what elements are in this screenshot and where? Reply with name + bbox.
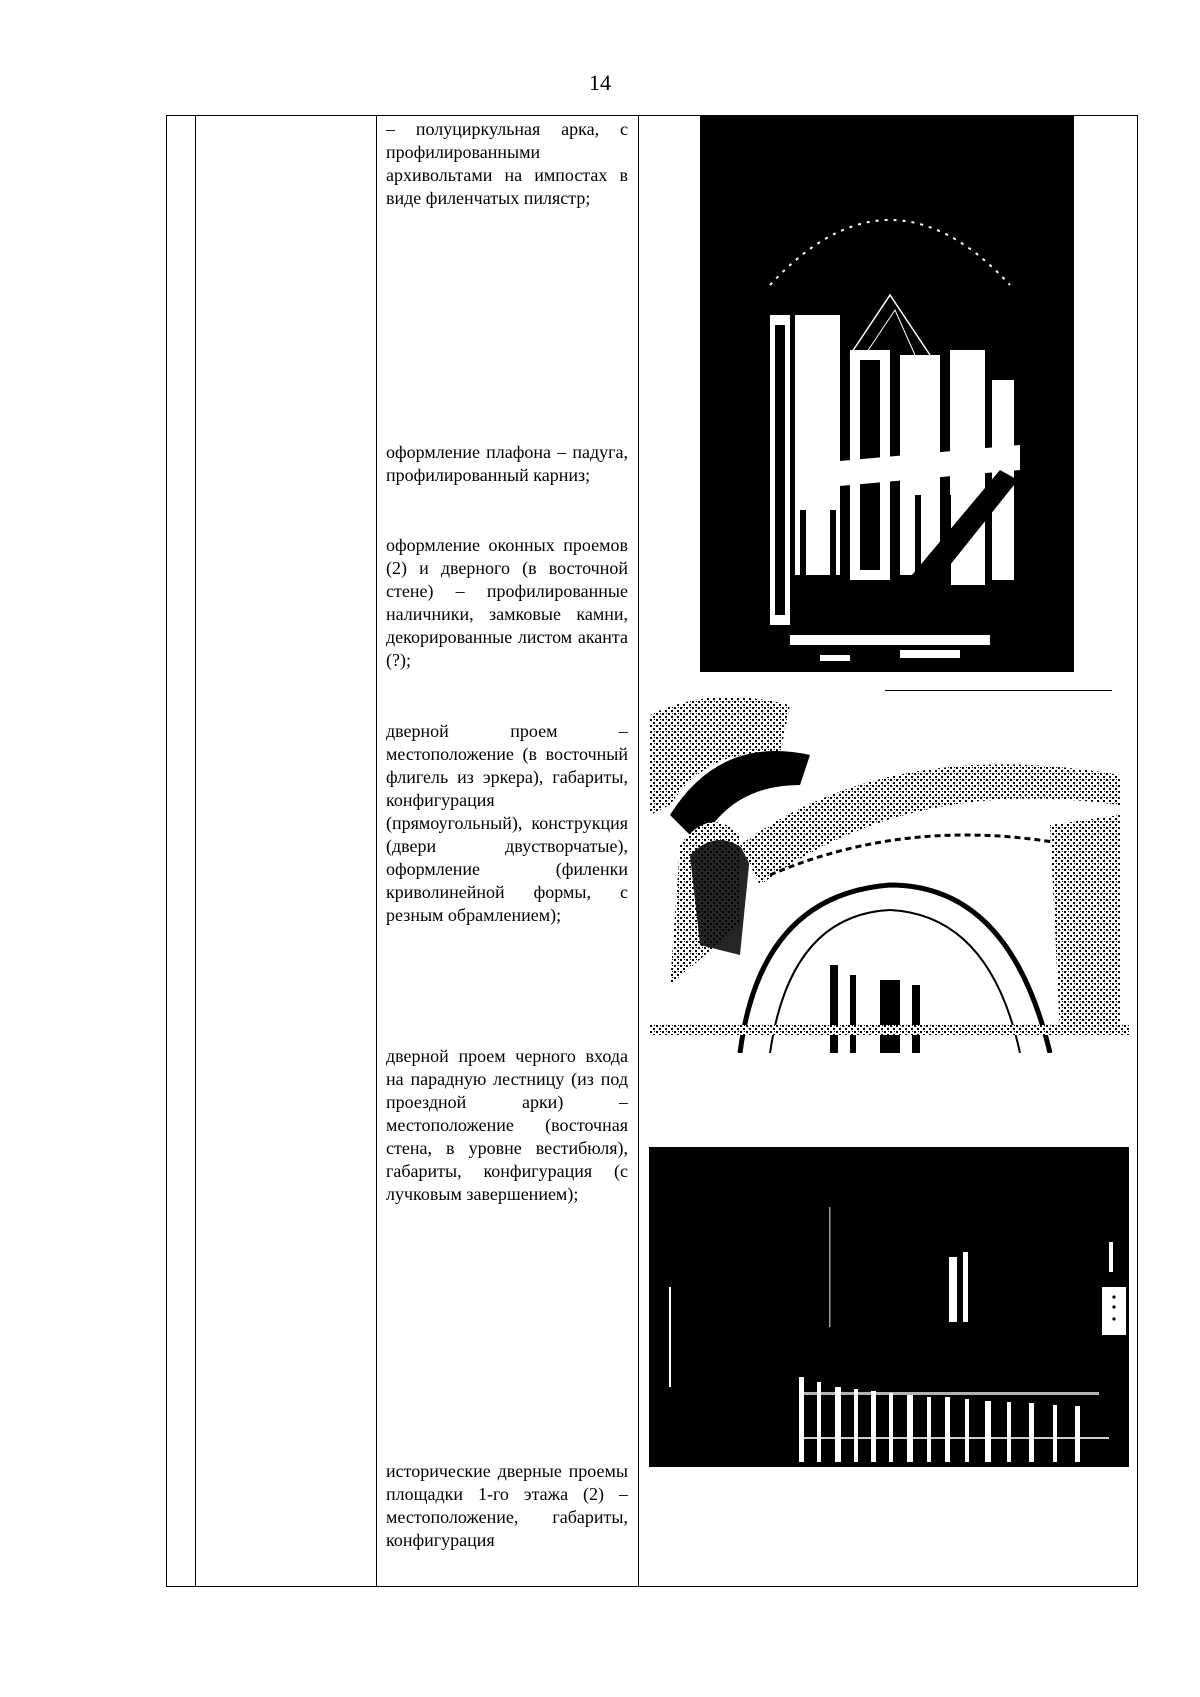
column-divider-1 bbox=[195, 115, 196, 1587]
entry-window-openings bbox=[386, 534, 628, 672]
entry-arch bbox=[386, 118, 628, 210]
entry-text: дверной проем черного входа на парадную лестницу (из под проездной арки) – местоположение (восточная стена, в уровне вестибюля), габариты, конфигурация (с лучковым завершением); bbox=[386, 1046, 628, 1204]
entry-text: оформление оконных проемов (2) и дверного (в восточной стене) – профилированные наличники, замковые камни, декорированные листом аканта (?); bbox=[386, 535, 628, 670]
entry-text: дверной проем – местоположение (в восточный флигель из эркера), габариты, конфигурация (прямоугольный), конструкция (двери двустворчатые), оформление (филенки криволинейной формы, с резным обрамлением); bbox=[386, 721, 628, 925]
entry-text: оформление плафона – падуга, профилированный карниз; bbox=[386, 442, 628, 485]
underline-rule bbox=[885, 690, 1112, 691]
entry-text: – полуциркульная арка, с профилированными архивольтами на импостах в виде филенчатых пилястр; bbox=[386, 119, 628, 208]
photo-dark-hall bbox=[649, 1147, 1129, 1467]
entry-door-opening bbox=[386, 720, 628, 927]
photo-staircase-interior bbox=[700, 115, 1074, 672]
photo-vaulted-ceiling bbox=[650, 695, 1130, 1053]
entry-back-entrance bbox=[386, 1045, 628, 1206]
page-number: 14 bbox=[589, 70, 611, 95]
entry-plafond bbox=[386, 441, 628, 487]
entry-historic-doors bbox=[386, 1460, 628, 1552]
entry-text: исторические дверные проемы площадки 1-го этажа (2) – местоположение, габариты, конфигурация bbox=[386, 1461, 628, 1550]
column-divider-3 bbox=[638, 115, 639, 1587]
column-divider-2 bbox=[376, 115, 377, 1587]
